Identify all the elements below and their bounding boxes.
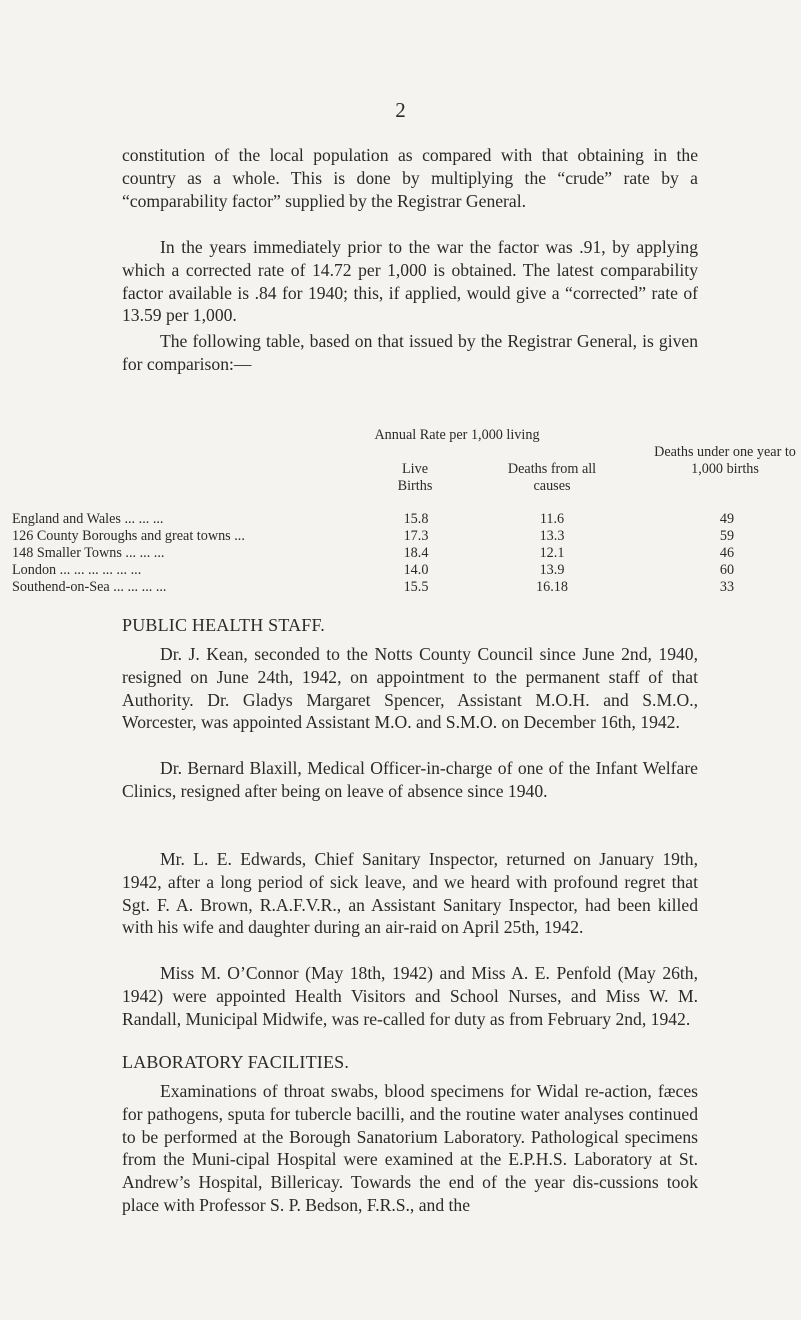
cell-deaths: 12.1 <box>539 545 565 561</box>
staff-paragraph-1: Dr. J. Kean, seconded to the Notts County Council since June 2nd, 1940, resigned on June 24th, 1942, on appointment to the permanent staff of that Authority. Dr. Gladys Margaret Spencer, Assistant M.O.H. and S.M.O., Worcester, was appointed Assistant M.O. and S.M.O. on December 16th, 1942. <box>122 644 698 733</box>
intro-paragraph-3: The following table, based on that issued by the Registrar General, is given for comparison:— <box>122 331 698 374</box>
cell-deaths: 16.18 <box>536 579 568 595</box>
row-label: 148 Smaller Towns ... ... ... <box>12 545 165 561</box>
staff-paragraph-2: Dr. Bernard Blaxill, Medical Officer-in-charge of one of the Infant Welfare Clinics, resigned after being on leave of absence since 1940. <box>122 758 698 801</box>
header-deaths-all: Deaths from all causes <box>507 461 597 494</box>
cell-infant: 46 <box>719 545 735 561</box>
cell-deaths: 13.9 <box>539 562 565 578</box>
row-label: 126 County Boroughs and great towns ... <box>12 528 245 544</box>
lab-paragraph: Examinations of throat swabs, blood specimens for Widal re-action, fæces for pathogens, sputa for tubercle bacilli, and the routine water analyses continued to be performed at the Borough Sanatorium Laboratory. Pathological specimens from the Muni-cipal Hospital were examined at the E.P.H.S. Laboratory at St. Andrew’s Hospital, Billericay. Towards the end of the year dis-cussions took place with Professor S. P. Bedson, F.R.S., and the <box>122 1081 698 1215</box>
cell-live-births: 15.5 <box>403 579 429 595</box>
header-live-births: Live Births <box>397 461 433 494</box>
row-label: London ... ... ... ... ... ... <box>12 562 142 578</box>
row-label: Southend-on-Sea ... ... ... ... <box>12 579 167 595</box>
staff-heading: PUBLIC HEALTH STAFF. <box>122 615 325 635</box>
staff-paragraph-4: Miss M. O’Connor (May 18th, 1942) and Miss A. E. Penfold (May 26th, 1942) were appointed Health Visitors and School Nurses, and Miss W. M. Randall, Municipal Midwife, was re-called for duty as from February 2nd, 1942. <box>122 963 698 1029</box>
staff-paragraph-3: Mr. L. E. Edwards, Chief Sanitary Inspector, returned on January 19th, 1942, after a long period of sick leave, and we heard with profound regret that Sgt. F. A. Brown, R.A.F.V.R., an Assistant Sanitary Inspector, had been killed with his wife and daughter during an air-raid on April 25th, 1942. <box>122 849 698 938</box>
header-infant-deaths: Deaths under one year to 1,000 births <box>654 444 796 477</box>
page-number: 2 <box>395 98 406 122</box>
lab-heading: LABORATORY FACILITIES. <box>122 1052 350 1072</box>
cell-infant: 33 <box>719 579 735 595</box>
cell-live-births: 17.3 <box>403 528 429 544</box>
cell-deaths: 13.3 <box>539 528 565 544</box>
intro-paragraph-1: constitution of the local population as compared with that obtaining in the country as a whole. This is done by multiplying the “crude” rate by a “comparability factor” supplied by the Registrar General. <box>122 145 698 211</box>
intro-paragraph-2: In the years immediately prior to the war the factor was .91, by applying which a corrected rate of 14.72 per 1,000 is obtained. The latest comparability factor available is .84 for 1940; this, if applied, would give a “corrected” rate of 13.59 per 1,000. <box>122 237 698 326</box>
row-label: England and Wales ... ... ... <box>12 511 164 527</box>
cell-infant: 60 <box>719 562 735 578</box>
cell-deaths: 11.6 <box>539 511 565 527</box>
cell-infant: 59 <box>719 528 735 544</box>
cell-live-births: 14.0 <box>403 562 429 578</box>
cell-live-births: 15.8 <box>403 511 429 527</box>
cell-live-births: 18.4 <box>403 545 429 561</box>
cell-infant: 49 <box>719 511 735 527</box>
group-header: Annual Rate per 1,000 living <box>374 427 540 443</box>
